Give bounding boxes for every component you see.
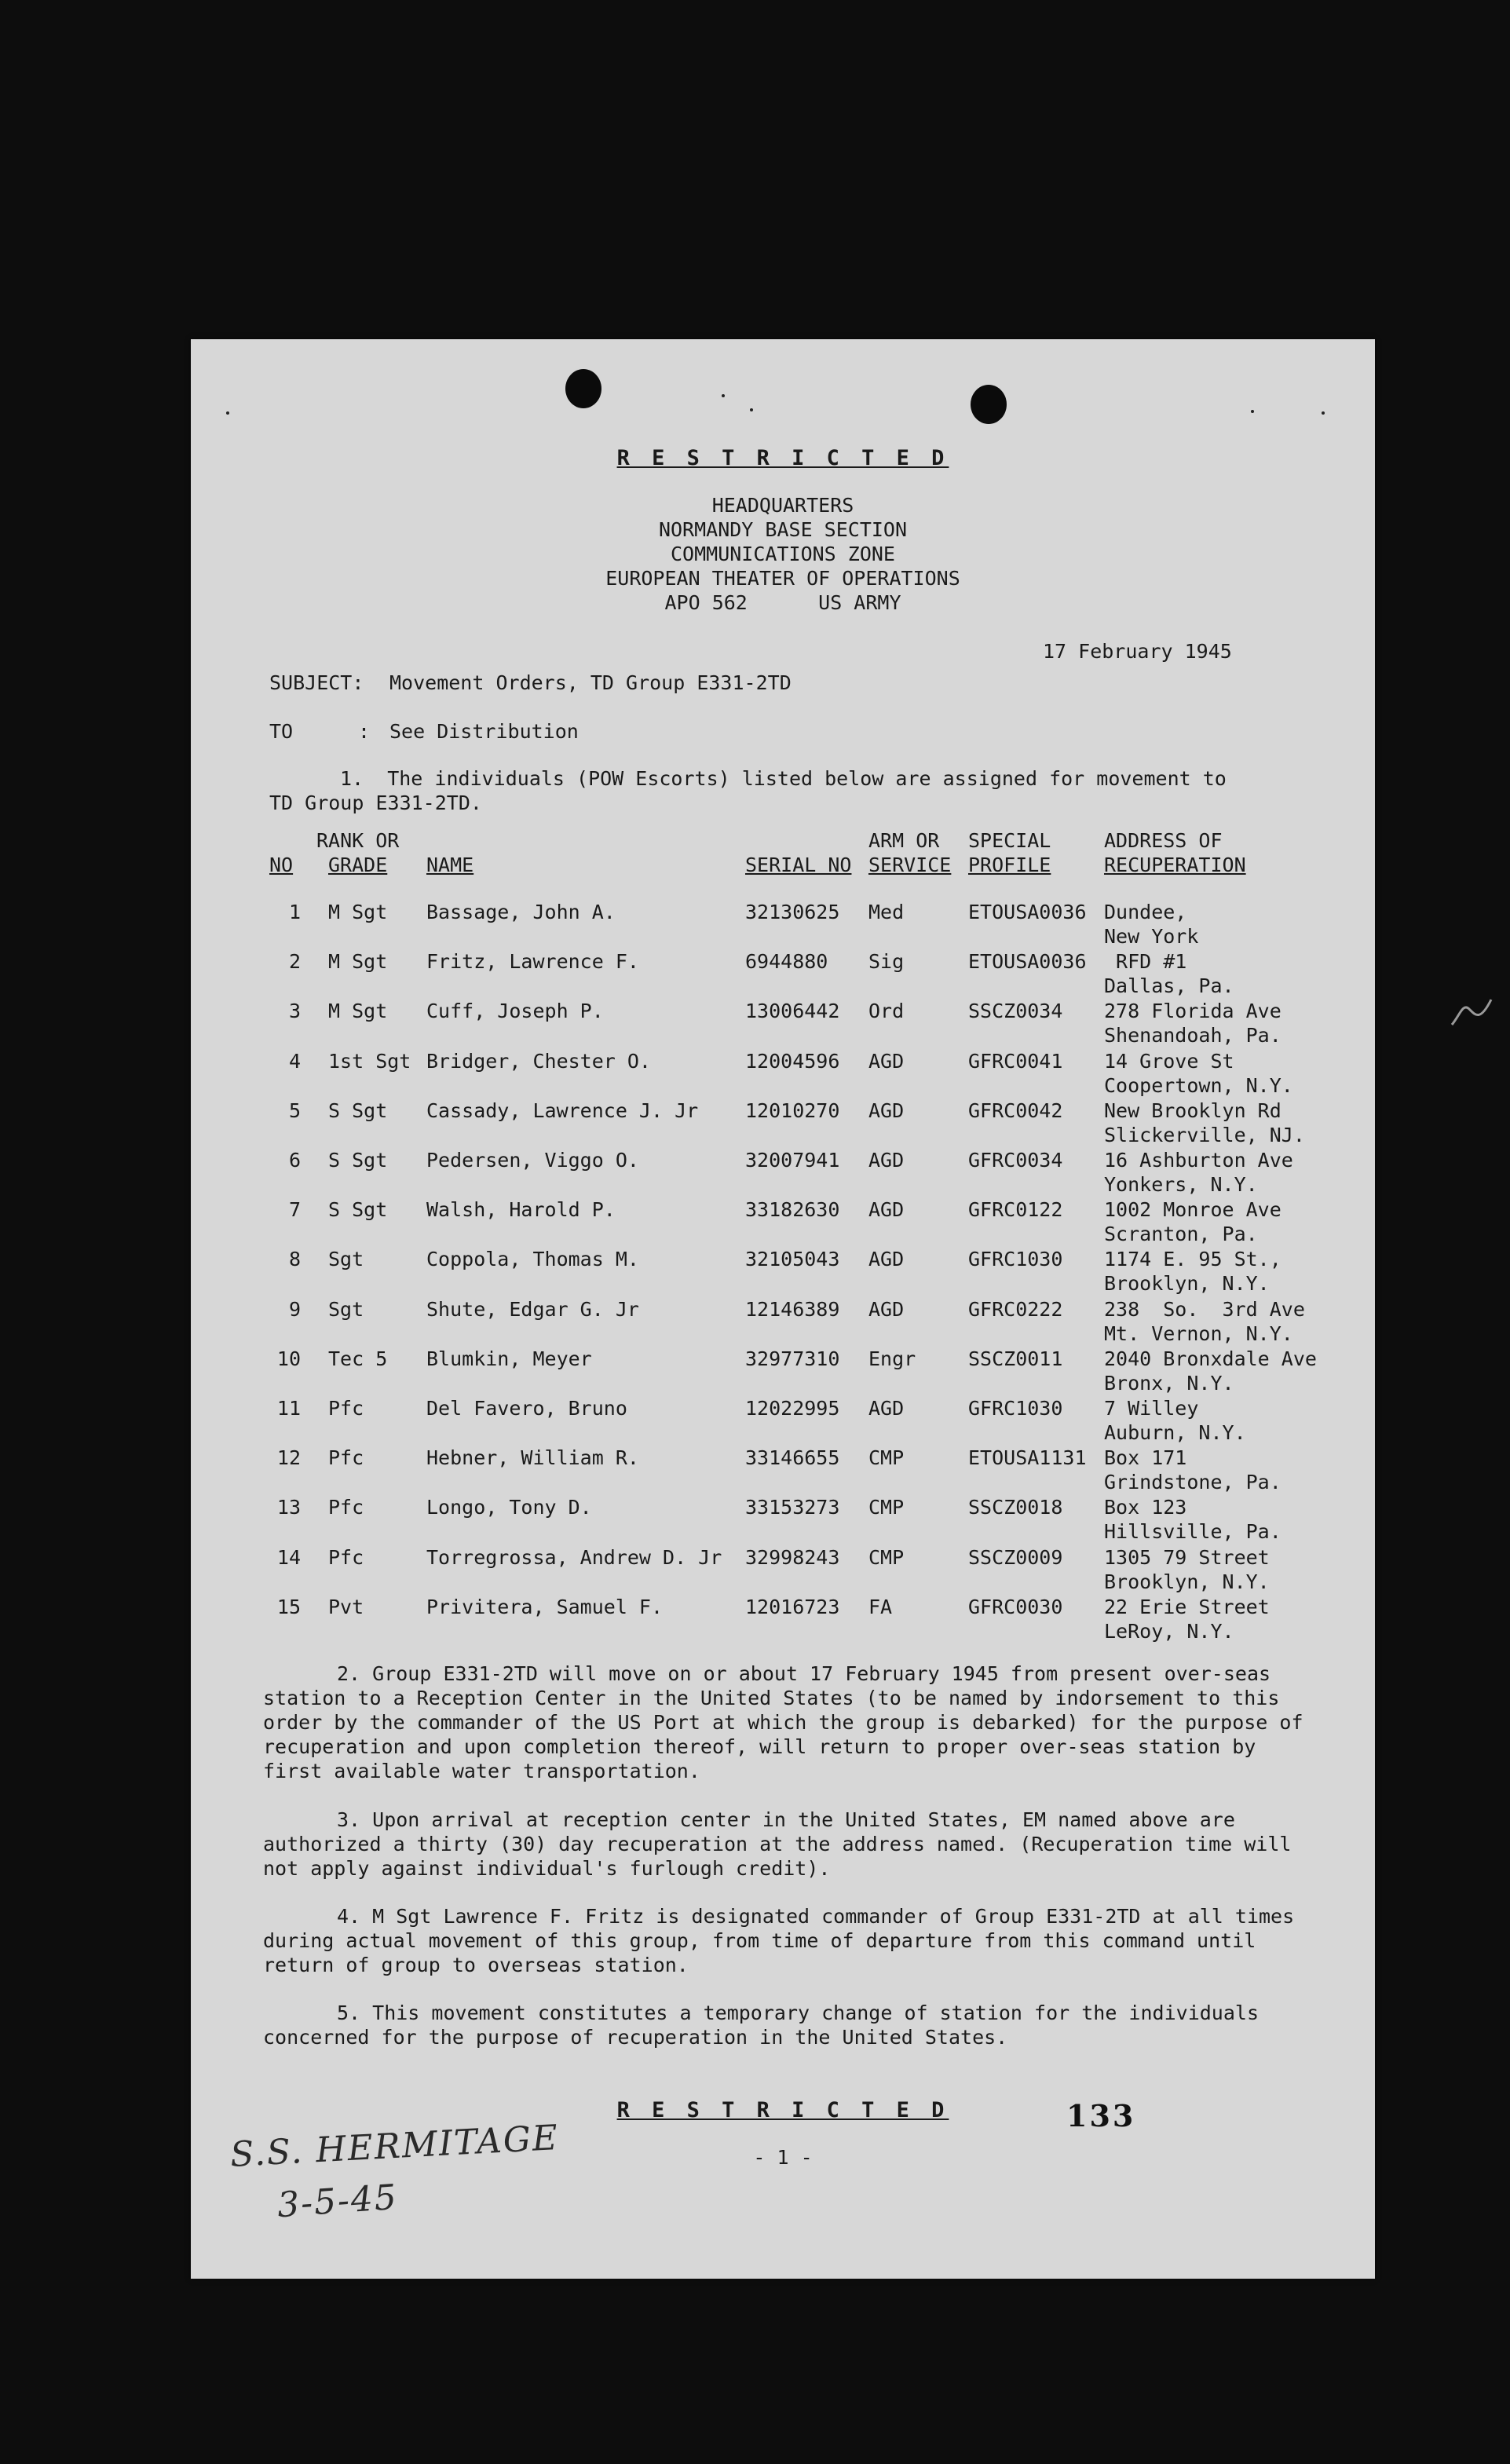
paragraph-3-text: 3. Upon arrival at reception center in the United States, EM named above are authorized a thirty (30) day recuperation at the address named. (Recuperation time will not apply against individual's furlough credit). xyxy=(263,1808,1292,1880)
paragraph-1-line-1: 1. The individuals (POW Escorts) listed below are assigned for movement to xyxy=(340,767,1227,790)
cell-profile: GFRC0034 xyxy=(968,1149,1063,1172)
paragraph-4 xyxy=(263,1904,1315,1977)
handwritten-ship-name: S.S. HERMITAGE xyxy=(229,2118,561,2175)
cell-name: Hebner, William R. xyxy=(426,1446,639,1470)
classification-top: R E S T R I C T E D xyxy=(616,446,949,470)
cell-profile: ETOUSA0036 xyxy=(968,950,1087,974)
cell-grade: M Sgt xyxy=(328,950,388,974)
cell-address-line-1: 16 Ashburton Ave xyxy=(1104,1149,1293,1172)
cell-profile: GFRC0122 xyxy=(968,1198,1063,1222)
header-serial: SERIAL NO xyxy=(745,854,852,876)
cell-name: Bridger, Chester O. xyxy=(426,1049,651,1073)
header-profile: PROFILE xyxy=(968,854,1051,876)
cell-address-line-2: Scranton, Pa. xyxy=(1104,1223,1258,1246)
cell-address-line-1: RFD #1 xyxy=(1104,950,1187,974)
cell-address-line-1: New Brooklyn Rd xyxy=(1104,1099,1281,1122)
punch-hole-left xyxy=(565,369,601,408)
cell-service: Engr xyxy=(868,1347,916,1370)
speck xyxy=(750,408,753,411)
cell-address-line-2: Grindstone, Pa. xyxy=(1104,1471,1281,1494)
cell-address-line-2: Slickerville, NJ. xyxy=(1104,1123,1305,1146)
cell-service: Ord xyxy=(868,1000,905,1023)
margin-pencil-mark xyxy=(1449,993,1496,1033)
subject-label: SUBJECT: xyxy=(269,671,364,694)
cell-service: AGD xyxy=(868,1049,905,1073)
cell-profile: SSCZ0034 xyxy=(968,1000,1063,1023)
cell-no: 15 xyxy=(276,1595,301,1618)
cell-address-line-2: New York xyxy=(1104,925,1199,948)
cell-address-line-1: 14 Grove St xyxy=(1104,1049,1234,1073)
page-number: - 1 - xyxy=(753,2146,813,2169)
cell-serial: 12010270 xyxy=(745,1099,840,1122)
cell-grade: M Sgt xyxy=(328,1000,388,1023)
document-date: 17 February 1945 xyxy=(1043,640,1232,663)
cell-name: Bassage, John A. xyxy=(426,901,616,923)
cell-no: 6 xyxy=(288,1149,301,1172)
cell-no: 3 xyxy=(288,1000,301,1023)
cell-name: Pedersen, Viggo O. xyxy=(426,1149,639,1172)
cell-address-line-1: 2040 Bronxdale Ave xyxy=(1104,1347,1317,1370)
header-line-5: APO 562 US ARMY xyxy=(664,591,901,614)
cell-no: 11 xyxy=(276,1397,301,1420)
cell-profile: GFRC0030 xyxy=(968,1595,1063,1618)
document-page xyxy=(191,339,1375,2279)
cell-grade: Pfc xyxy=(328,1496,364,1519)
cell-serial: 12016723 xyxy=(745,1595,840,1618)
cell-no: 10 xyxy=(276,1347,301,1370)
cell-name: Shute, Edgar G. Jr xyxy=(426,1297,639,1321)
cell-service: CMP xyxy=(868,1446,905,1470)
cell-no: 4 xyxy=(288,1049,301,1073)
header-service: SERVICE xyxy=(868,854,952,876)
cell-profile: GFRC0041 xyxy=(968,1049,1063,1073)
header-name: NAME xyxy=(426,854,474,876)
stamp-number: 133 xyxy=(1066,2098,1136,2133)
speck xyxy=(1322,411,1325,415)
cell-profile: GFRC0042 xyxy=(968,1099,1063,1122)
cell-no: 5 xyxy=(288,1099,301,1122)
cell-serial: 12146389 xyxy=(745,1297,840,1321)
cell-address-line-2: Auburn, N.Y. xyxy=(1104,1421,1246,1444)
header-arm-top: ARM OR xyxy=(868,829,940,852)
cell-address-line-2: Bronx, N.Y. xyxy=(1104,1371,1234,1395)
cell-service: Sig xyxy=(868,950,905,974)
header-no: NO xyxy=(269,854,294,876)
cell-service: AGD xyxy=(868,1149,905,1172)
cell-profile: GFRC1030 xyxy=(968,1248,1063,1271)
cell-address-line-1: 22 Erie Street xyxy=(1104,1595,1270,1618)
speck xyxy=(1251,410,1254,413)
cell-serial: 32998243 xyxy=(745,1545,840,1569)
cell-address-line-1: 1174 E. 95 St., xyxy=(1104,1248,1281,1271)
handwritten-date: 3-5-45 xyxy=(276,2177,400,2226)
cell-name: Walsh, Harold P. xyxy=(426,1198,616,1222)
cell-grade: S Sgt xyxy=(328,1149,388,1172)
cell-serial: 33182630 xyxy=(745,1198,840,1222)
cell-grade: Tec 5 xyxy=(328,1347,388,1370)
cell-address-line-2: Dallas, Pa. xyxy=(1104,974,1234,998)
cell-no: 14 xyxy=(276,1545,301,1569)
cell-service: AGD xyxy=(868,1099,905,1122)
cell-grade: Sgt xyxy=(328,1297,364,1321)
cell-address-line-2: Shenandoah, Pa. xyxy=(1104,1024,1281,1047)
cell-address-line-1: 238 So. 3rd Ave xyxy=(1104,1297,1305,1321)
cell-grade: S Sgt xyxy=(328,1099,388,1122)
cell-service: AGD xyxy=(868,1198,905,1222)
paragraph-1-line-2: TD Group E331-2TD. xyxy=(269,791,482,814)
cell-name: Privitera, Samuel F. xyxy=(426,1595,664,1618)
cell-address-line-2: Brooklyn, N.Y. xyxy=(1104,1272,1270,1296)
cell-address-line-1: 7 Willey xyxy=(1104,1397,1199,1420)
cell-name: Longo, Tony D. xyxy=(426,1496,592,1519)
cell-address-line-2: Mt. Vernon, N.Y. xyxy=(1104,1322,1293,1345)
paragraph-2-text: 2. Group E331-2TD will move on or about 17 February 1945 from present over-seas station to a Reception Center in the United States (to be named by indorsement to this order by the commander of the US Port at which the group is debarked) for the purpose of recuperation and upon completion thereof, will return to proper over-seas station by first available water transportation. xyxy=(263,1662,1303,1782)
cell-profile: SSCZ0009 xyxy=(968,1545,1063,1569)
cell-address-line-2: Hillsville, Pa. xyxy=(1104,1520,1281,1544)
header-line-4: EUROPEAN THEATER OF OPERATIONS xyxy=(605,567,960,590)
cell-serial: 32007941 xyxy=(745,1149,840,1172)
punch-hole-right xyxy=(971,385,1007,424)
cell-address-line-1: Dundee, xyxy=(1104,901,1187,923)
cell-no: 8 xyxy=(288,1248,301,1271)
cell-address-line-1: 1305 79 Street xyxy=(1104,1545,1270,1569)
paragraph-5-text: 5. This movement constitutes a temporary change of station for the individuals concerned for the purpose of recuperation in the United States. xyxy=(263,2002,1259,2049)
speck xyxy=(226,411,229,415)
cell-address-line-2: LeRoy, N.Y. xyxy=(1104,1619,1234,1643)
paragraph-4-text: 4. M Sgt Lawrence F. Fritz is designated commander of Group E331-2TD at all times during actual movement of this group, from time of departure from this command until return of group to overseas station. xyxy=(263,1905,1295,1976)
paragraph-5 xyxy=(263,2001,1315,2049)
cell-profile: GFRC1030 xyxy=(968,1397,1063,1420)
subject-text: Movement Orders, TD Group E331-2TD xyxy=(389,671,792,694)
cell-grade: M Sgt xyxy=(328,901,388,923)
cell-profile: ETOUSA0036 xyxy=(968,901,1087,923)
cell-address-line-2: Brooklyn, N.Y. xyxy=(1104,1570,1270,1593)
cell-no: 12 xyxy=(276,1446,301,1470)
cell-no: 2 xyxy=(288,950,301,974)
cell-serial: 32130625 xyxy=(745,901,840,923)
header-line-1: HEADQUARTERS xyxy=(711,494,854,517)
header-rank-top: RANK OR xyxy=(316,829,400,852)
cell-grade: Pfc xyxy=(328,1545,364,1569)
cell-grade: Pfc xyxy=(328,1397,364,1420)
cell-no: 13 xyxy=(276,1496,301,1519)
header-line-2: NORMANDY BASE SECTION xyxy=(658,518,908,541)
cell-service: AGD xyxy=(868,1248,905,1271)
cell-service: FA xyxy=(868,1595,893,1618)
cell-name: Fritz, Lawrence F. xyxy=(426,950,639,974)
to-colon: : xyxy=(358,720,371,743)
cell-no: 7 xyxy=(288,1198,301,1222)
header-address: RECUPERATION xyxy=(1104,854,1246,876)
cell-profile: SSCZ0018 xyxy=(968,1496,1063,1519)
to-text: See Distribution xyxy=(389,720,579,743)
header-line-3: COMMUNICATIONS ZONE xyxy=(671,543,895,565)
cell-grade: S Sgt xyxy=(328,1198,388,1222)
cell-serial: 13006442 xyxy=(745,1000,840,1023)
cell-name: Cuff, Joseph P. xyxy=(426,1000,604,1023)
cell-serial: 12022995 xyxy=(745,1397,840,1420)
cell-grade: Sgt xyxy=(328,1248,364,1271)
cell-name: Del Favero, Bruno xyxy=(426,1397,627,1420)
to-label: TO xyxy=(269,720,294,743)
cell-name: Torregrossa, Andrew D. Jr xyxy=(426,1545,722,1569)
cell-profile: ETOUSA1131 xyxy=(968,1446,1087,1470)
cell-service: AGD xyxy=(868,1297,905,1321)
cell-address-line-1: Box 171 xyxy=(1104,1446,1187,1470)
cell-serial: 33153273 xyxy=(745,1496,840,1519)
cell-address-line-2: Coopertown, N.Y. xyxy=(1104,1073,1293,1097)
cell-name: Coppola, Thomas M. xyxy=(426,1248,639,1271)
cell-address-line-2: Yonkers, N.Y. xyxy=(1104,1173,1258,1196)
paragraph-2 xyxy=(263,1662,1315,1783)
cell-profile: SSCZ0011 xyxy=(968,1347,1063,1370)
cell-serial: 12004596 xyxy=(745,1049,840,1073)
cell-profile: GFRC0222 xyxy=(968,1297,1063,1321)
cell-grade: Pfc xyxy=(328,1446,364,1470)
header-address-top: ADDRESS OF xyxy=(1104,829,1223,852)
cell-serial: 32105043 xyxy=(745,1248,840,1271)
cell-name: Cassady, Lawrence J. Jr xyxy=(426,1099,699,1122)
cell-address-line-1: 278 Florida Ave xyxy=(1104,1000,1281,1023)
cell-service: CMP xyxy=(868,1496,905,1519)
cell-service: Med xyxy=(868,901,905,923)
cell-no: 9 xyxy=(288,1297,301,1321)
cell-serial: 6944880 xyxy=(745,950,828,974)
cell-serial: 33146655 xyxy=(745,1446,840,1470)
classification-bottom: R E S T R I C T E D xyxy=(616,2098,949,2122)
cell-no: 1 xyxy=(288,901,301,923)
cell-address-line-1: Box 123 xyxy=(1104,1496,1187,1519)
cell-serial: 32977310 xyxy=(745,1347,840,1370)
cell-service: AGD xyxy=(868,1397,905,1420)
header-grade: GRADE xyxy=(328,854,388,876)
cell-service: CMP xyxy=(868,1545,905,1569)
cell-grade: Pvt xyxy=(328,1595,364,1618)
cell-name: Blumkin, Meyer xyxy=(426,1347,592,1370)
header-profile-top: SPECIAL xyxy=(968,829,1051,852)
cell-address-line-1: 1002 Monroe Ave xyxy=(1104,1198,1281,1222)
paragraph-3 xyxy=(263,1808,1315,1881)
cell-grade: 1st Sgt xyxy=(328,1049,411,1073)
speck xyxy=(722,394,725,397)
